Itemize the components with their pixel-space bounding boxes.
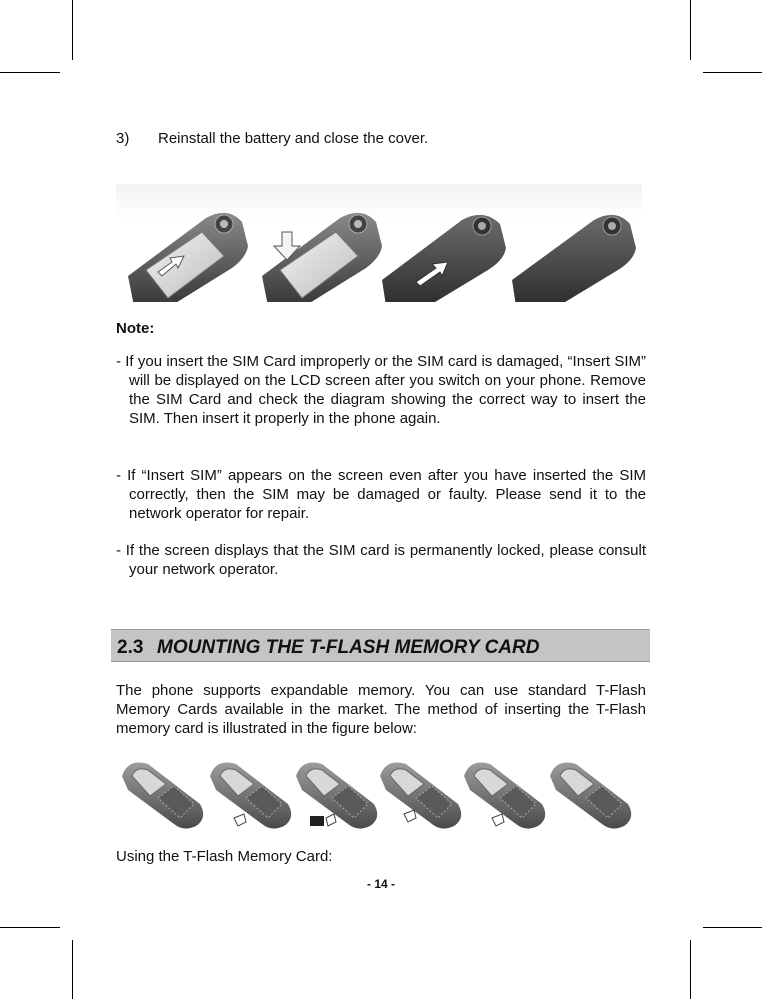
section-header: [111, 629, 650, 662]
tflash-figure: [118, 752, 638, 834]
note-heading: Note:: [116, 320, 155, 337]
crop-mark-top-right-v: [690, 0, 691, 60]
tflash-step-2: [210, 763, 291, 829]
crop-mark-bottom-right-v: [690, 940, 691, 999]
battery-step-2: [262, 213, 382, 302]
step-3: [116, 130, 428, 147]
battery-step-3: [382, 215, 506, 302]
crop-mark-bottom-left-h: [0, 927, 60, 928]
crop-mark-top-left-v: [72, 0, 73, 60]
battery-cover-figure: [116, 184, 642, 302]
crop-mark-bottom-left-v: [72, 940, 73, 999]
battery-step-4: [512, 215, 636, 302]
crop-mark-top-right-h: [703, 72, 762, 73]
page-number: - 14 -: [366, 877, 395, 891]
tflash-step-6: [550, 763, 631, 829]
tflash-step-3: [296, 763, 377, 829]
step-number: 3): [116, 130, 130, 147]
battery-step-1: [128, 213, 248, 302]
crop-mark-bottom-right-h: [703, 927, 762, 928]
section-title: MOUNTING THE T-FLASH MEMORY CARD: [157, 637, 540, 658]
note-item-1: - If you insert the SIM Card improperly or the SIM card is damaged, “Insert SIM” will be displayed on the LCD screen after you switch on your phone. Remove the SIM Card and check the diagram showing the correct way to insert the SIM. Then insert it properly in the phone again.: [116, 353, 646, 427]
crop-mark-top-left-h: [0, 72, 60, 73]
step-text: Reinstall the battery and close the cover.: [158, 130, 429, 147]
note-item-2: - If “Insert SIM” appears on the screen even after you have inserted the SIM correctly, then the SIM may be damaged or faulty. Please send it to the network operator for repair.: [116, 467, 646, 522]
using-caption: Using the T-Flash Memory Card:: [116, 848, 333, 865]
tflash-step-5: [464, 763, 545, 829]
tflash-step-1: [122, 763, 203, 829]
note-item-3: - If the screen displays that the SIM card is permanently locked, please consult your network operator.: [116, 542, 646, 578]
intro-paragraph: The phone supports expandable memory. You can use standard T-Flash Memory Cards available in the market. The method of inserting the T-Flash memory card is illustrated in the figure below:: [116, 682, 646, 737]
tflash-step-4: [380, 763, 461, 829]
section-number: 2.3: [117, 637, 144, 658]
